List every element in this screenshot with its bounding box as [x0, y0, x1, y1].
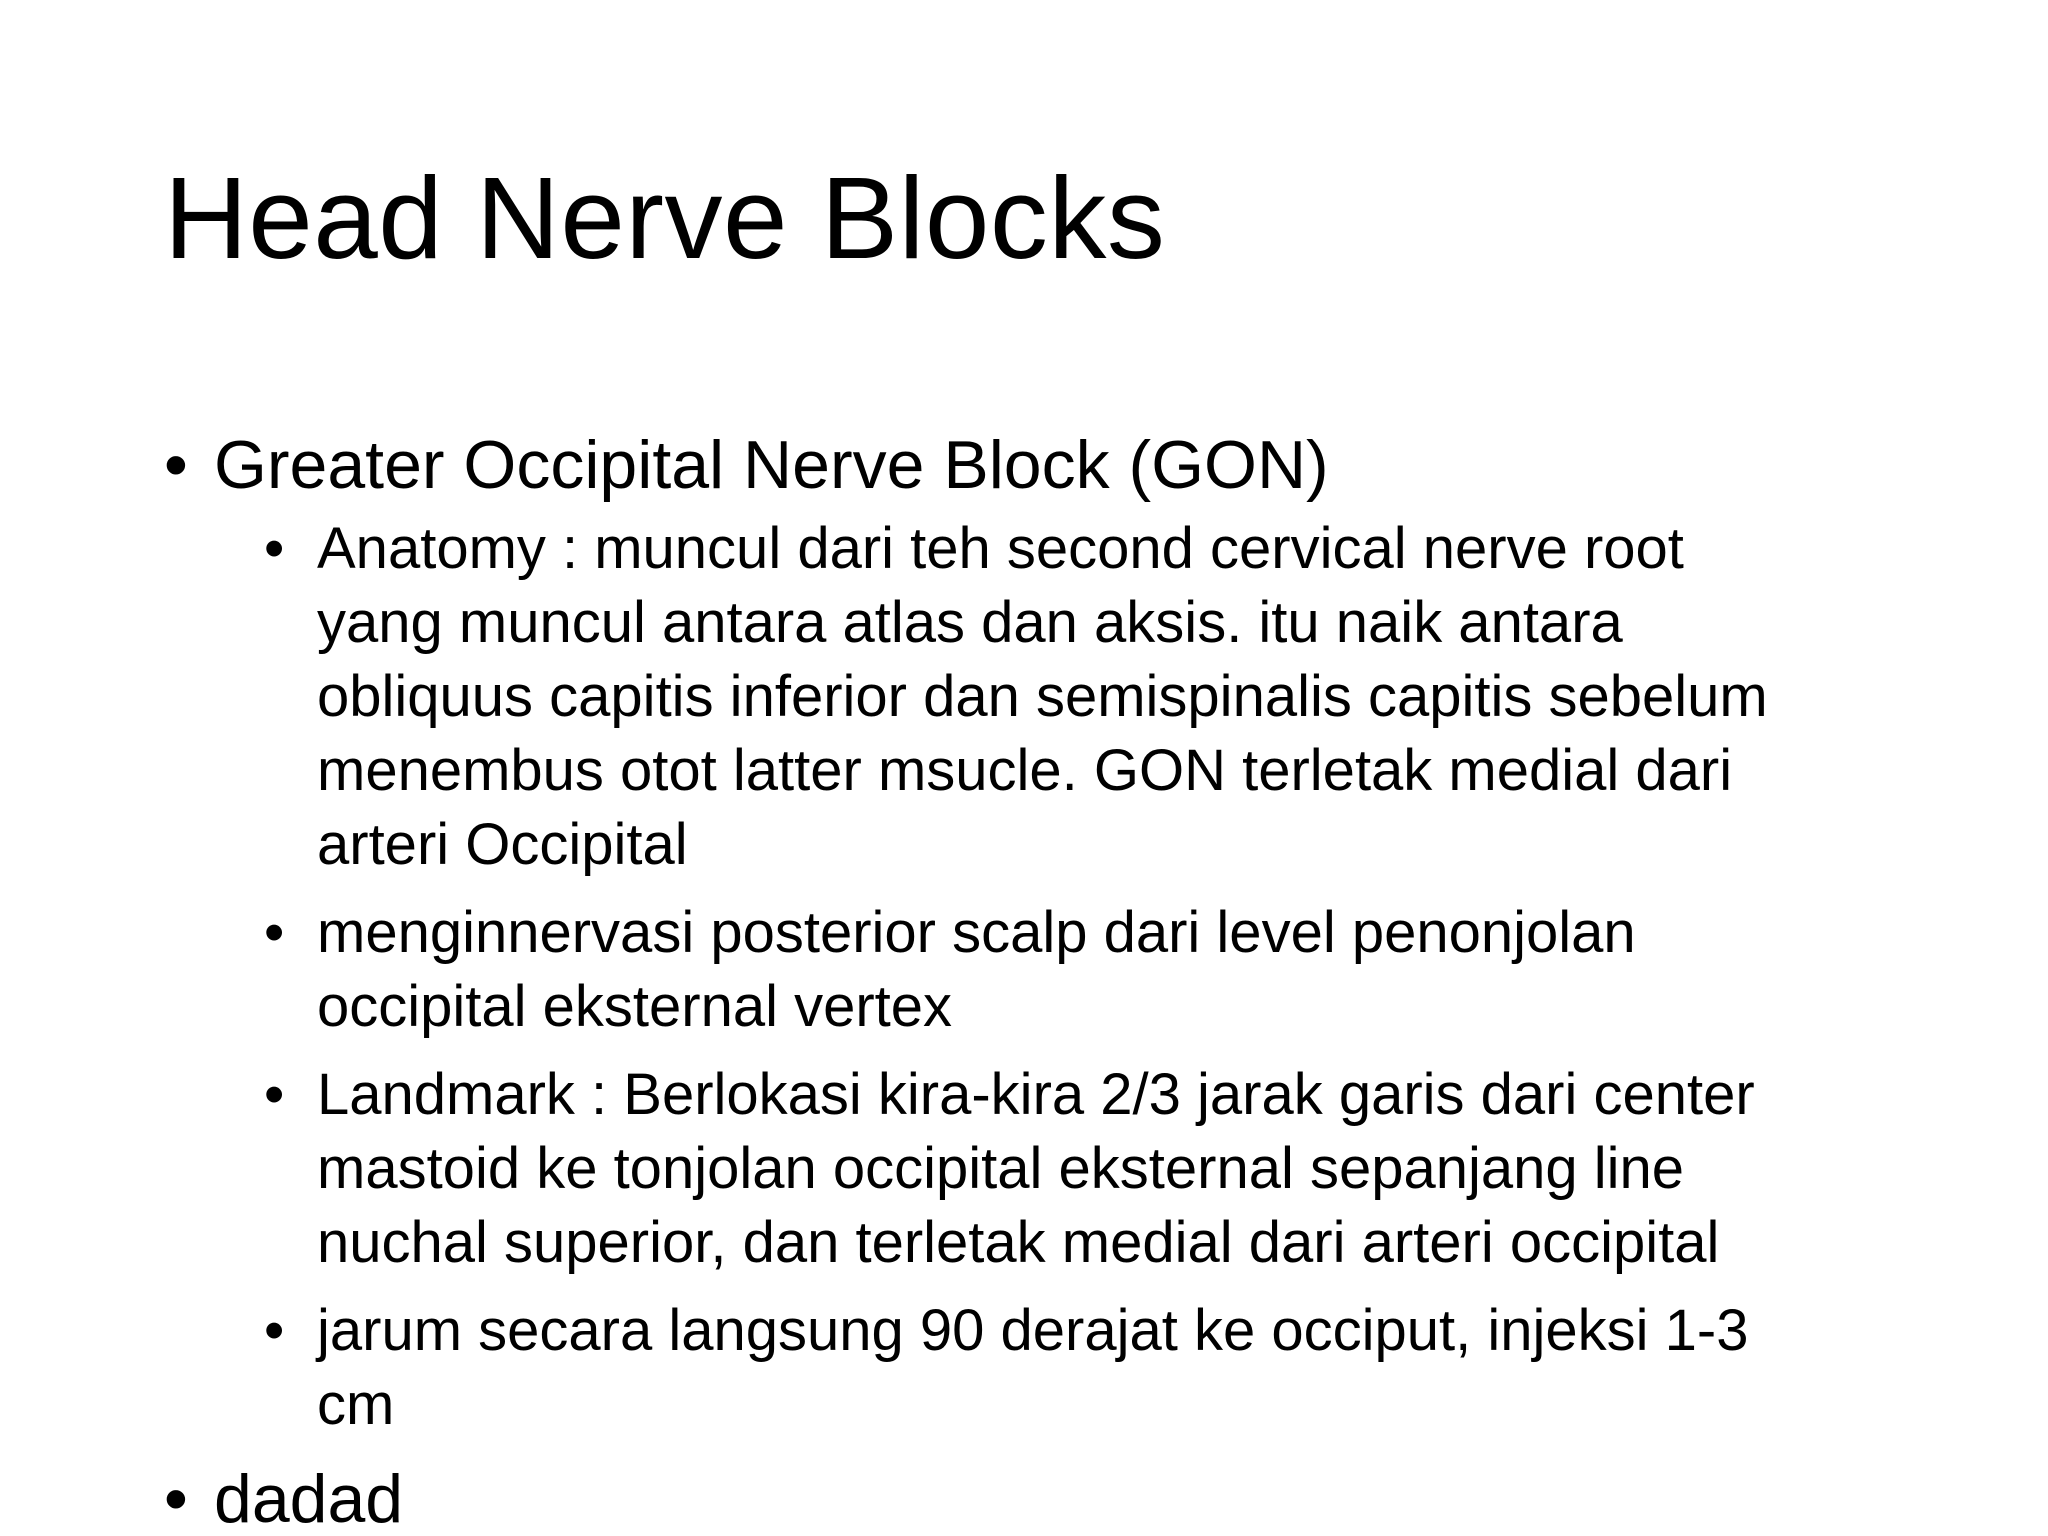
- bullet-item-dadad: [164, 1456, 1904, 1536]
- bullet-icon: •: [164, 1461, 188, 1536]
- text-line: jarum secara langsung 90 derajat ke occiput, injeksi 1-3: [317, 1298, 1749, 1363]
- sub-bullet-needle: [264, 1294, 1904, 1442]
- bullet-icon: •: [164, 427, 188, 503]
- bullet-text: dadad: [214, 1461, 404, 1536]
- bullet-icon: •: [264, 516, 285, 581]
- slide-content: [164, 422, 1904, 1536]
- bullet-icon: •: [264, 1298, 285, 1363]
- text-line: Landmark : Berlokasi kira-kira 2/3 jarak garis dari center: [317, 1062, 1755, 1127]
- sub-bullet-text: [317, 512, 1768, 882]
- text-line: occipital eksternal vertex: [317, 974, 953, 1039]
- sub-bullet-anatomy: [264, 512, 1904, 882]
- text-line: obliquus capitis inferior dan semispinalis capitis sebelum: [317, 664, 1768, 729]
- text-line: mastoid ke tonjolan occipital eksternal sepanjang line: [317, 1136, 1685, 1201]
- sub-bullet-landmark: [264, 1058, 1904, 1280]
- text-line: Anatomy : muncul dari teh second cervical nerve root: [317, 516, 1684, 581]
- text-line: yang muncul antara atlas dan aksis. itu naik antara: [317, 590, 1623, 655]
- sub-bullet-innervation: [264, 896, 1904, 1044]
- bullet-item-gon: [164, 422, 1904, 508]
- sub-bullet-text: [317, 1294, 1748, 1442]
- text-line: nuchal superior, dan terletak medial dari arteri occipital: [317, 1210, 1720, 1275]
- sub-bullet-list: [264, 512, 1904, 1442]
- text-line: cm: [317, 1372, 395, 1437]
- sub-bullet-text: [317, 896, 1636, 1044]
- bullet-text: Greater Occipital Nerve Block (GON): [214, 427, 1329, 503]
- text-line: menginnervasi posterior scalp dari level penonjolan: [317, 900, 1636, 965]
- slide-title: Head Nerve Blocks: [164, 153, 1166, 283]
- bullet-icon: •: [264, 1062, 285, 1127]
- sub-bullet-text: [317, 1058, 1755, 1280]
- bullet-icon: •: [264, 900, 285, 965]
- text-line: menembus otot latter msucle. GON terletak medial dari: [317, 738, 1733, 803]
- text-line: arteri Occipital: [317, 812, 688, 877]
